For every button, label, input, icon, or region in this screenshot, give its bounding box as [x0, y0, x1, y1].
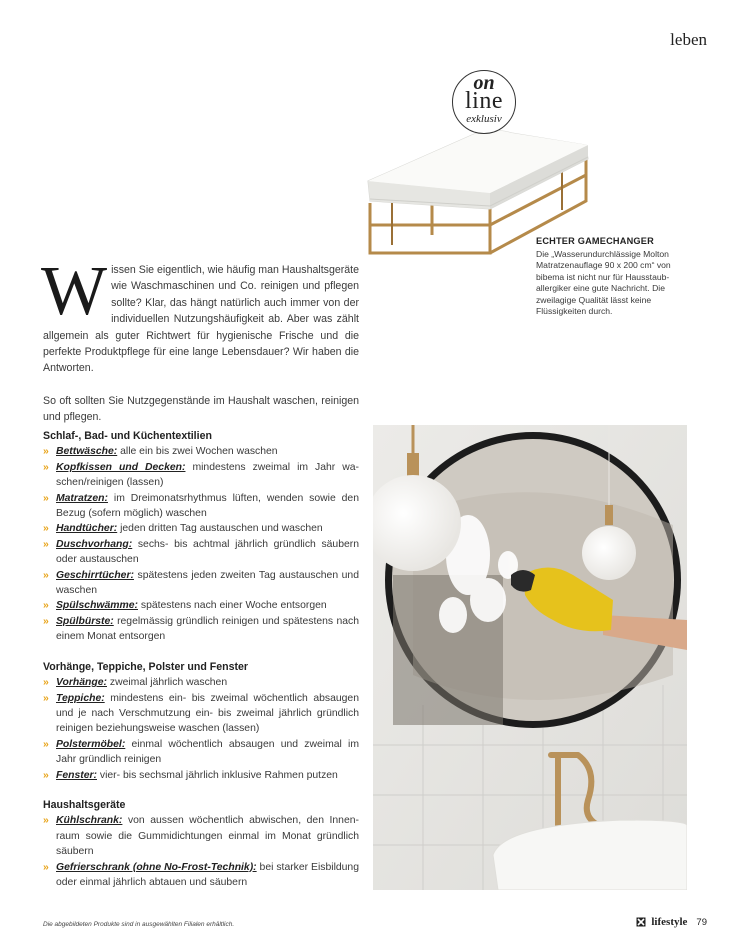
item-term: Kühlschrank: — [56, 815, 123, 827]
section — [43, 429, 359, 645]
list-item — [43, 614, 359, 645]
list-item — [43, 444, 359, 459]
list-item — [43, 460, 359, 491]
item-text: bei starker Eisbildung oder einmal jährlich abtauen und säubern — [56, 861, 359, 888]
item-term: Matratzen: — [56, 492, 108, 504]
bullet-icon: » — [43, 461, 49, 473]
bullet-icon: » — [43, 738, 49, 750]
list-item — [43, 813, 359, 859]
section-label: leben — [670, 30, 707, 49]
section — [43, 798, 359, 890]
bullet-icon: » — [43, 446, 49, 458]
list-item — [43, 521, 359, 536]
brand-name: lifestyle — [651, 916, 688, 928]
badge-line-3: exklusiv — [466, 113, 502, 125]
item-text: spätestens nach einer Woche entsorgen — [138, 600, 327, 612]
section — [43, 660, 359, 783]
list-item — [43, 768, 359, 783]
item-term: Spülschwämme: — [56, 600, 138, 612]
intro-paragraph-2: So oft sollten Sie Nutzgegenstände im Haushalt waschen, reinigen und pflegen. — [43, 394, 359, 424]
item-term: Teppiche: — [56, 692, 105, 704]
bullet-icon: » — [43, 677, 49, 689]
intro-paragraph-1-text: issen Sie eigentlich, wie häufig man Haushaltsgeräte wie Waschmaschinen und Co. reinigen und pflegen sollte? Klar, das hängt natürlich auch immer von der individuellen Nutzungshäufigkeit ab. Aber was zählt allgemein als guter Richtwert für hygienische Frische und die perfekte Produktpflege für eine lange Lebensdauer? Wir haben die Antworten. — [43, 264, 359, 375]
item-term: Handtücher: — [56, 523, 118, 535]
item-text: zweimal jährlich waschen — [107, 677, 228, 689]
item-text: einmal wöchentlich absaugen und zweimal im Jahr gründlich reinigen — [56, 738, 359, 766]
item-text: regelmässig gründlich reinigen und spätestens nach einem Monat entsorgen — [56, 615, 359, 643]
item-text: im Dreimonatsrhythmus lüften, wenden sowie den Bezug (sofern möglich) waschen — [56, 492, 359, 520]
list-item — [43, 737, 359, 768]
section-heading: Schlaf-, Bad- und Küchentextilien — [43, 430, 212, 442]
list-item — [43, 691, 359, 737]
badge-line-2: line — [465, 88, 503, 114]
item-term: Spülbürste: — [56, 615, 114, 627]
item-text: von aussen wöchentlich abwischen, den Innenraum sowie die Gummidichtungen einmal im Monat gründlich säubern — [56, 815, 359, 858]
item-term: Duschvorhang: — [56, 538, 133, 550]
list-item — [43, 537, 359, 568]
bullet-icon: » — [43, 861, 49, 873]
item-term: Kopfkissen und Decken: — [56, 461, 186, 473]
item-term: Gefrierschrank (ohne No-Frost-Technik): — [56, 861, 257, 873]
item-text: mindestens ein- bis zweimal wöchentlich absaugen und je nach Verschmutzung ein- bis zweimal jährlich gründlich reinigen beziehungsweise waschen (lassen) — [56, 692, 359, 735]
item-term: Vorhänge: — [56, 677, 107, 689]
bullet-icon: » — [43, 600, 49, 612]
bullet-icon: » — [43, 538, 49, 550]
bullet-icon: » — [43, 523, 49, 535]
bullet-icon: » — [43, 569, 49, 581]
item-text: vier- bis sechsmal jährlich inklusive Rahmen putzen — [97, 769, 338, 781]
product-caption — [536, 236, 681, 318]
badge-line-1: on — [473, 72, 495, 94]
section-heading: Vorhänge, Teppiche, Polster und Fenster — [43, 660, 249, 673]
bathroom-mirror-photo — [373, 425, 687, 890]
item-term: Bettwäsche: — [56, 446, 118, 458]
online-exclusive-badge — [452, 70, 516, 134]
item-term: Fenster: — [56, 769, 97, 781]
bullet-icon: » — [43, 692, 49, 704]
list-item — [43, 598, 359, 613]
dropcap: W — [41, 253, 108, 330]
caption-text: Die „Wasserundurchlässige Molton Matratzenauflage 90 x 200 cm“ von bibema ist nicht nur für Hausstauballergiker eine gute Nachricht. Die zweilagige Qualität lässt keine Flüssigkeiten durch. — [536, 248, 671, 316]
item-term: Geschirrtücher: — [56, 569, 134, 581]
item-text: spätestens jeden zweiten Tag austauschen und waschen — [56, 569, 359, 597]
footer-brand — [636, 916, 707, 928]
section-heading: Haushaltsgeräte — [43, 798, 126, 811]
page-number: 79 — [696, 916, 707, 928]
cleaning-guide-sections — [43, 429, 359, 905]
list-item — [43, 860, 359, 891]
bullet-icon: » — [43, 769, 49, 781]
list-item — [43, 491, 359, 522]
item-text: jeden dritten Tag austauschen und waschen — [117, 523, 323, 535]
brand-logo-icon — [636, 917, 646, 927]
item-term: Polstermöbel: — [56, 738, 126, 750]
bullet-icon: » — [43, 815, 49, 827]
footer-note: Die abgebildeten Produkte sind in ausgewählten Filialen erhältlich. — [43, 921, 235, 928]
intro-text — [41, 253, 359, 426]
item-text: alle ein bis zwei Wochen waschen — [117, 446, 278, 458]
item-text: sechs- bis achtmal jährlich gründlich säubern oder austauschen — [56, 538, 359, 566]
bullet-icon: » — [43, 615, 49, 627]
caption-title: ECHTER GAMECHANGER — [536, 236, 654, 246]
bullet-icon: » — [43, 492, 49, 504]
item-text: mindestens zweimal im Jahr waschen/reinigen (lassen) — [56, 461, 360, 489]
intro-paragraph-1 — [41, 253, 359, 377]
list-item — [43, 568, 359, 599]
list-item — [43, 675, 359, 690]
